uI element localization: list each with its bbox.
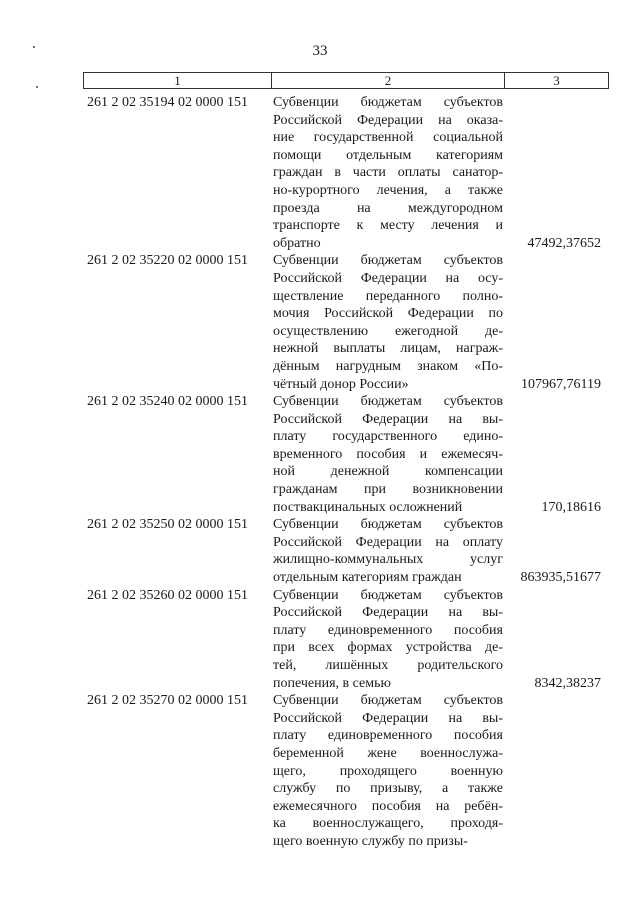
table-row — [87, 587, 609, 693]
amount-value: 47492,37652 — [527, 235, 601, 251]
description-line: ние государственной социальной — [273, 130, 503, 146]
description-line: дённым нагрудным знаком «По- — [273, 358, 503, 374]
scan-speck — [33, 46, 35, 48]
income-description — [273, 692, 503, 850]
description-line: Российской Федерации на вы- — [273, 710, 503, 726]
description-line: граждан в части оплаты санатор- — [273, 165, 503, 181]
column-header-2: 2 — [272, 73, 505, 88]
description-line: ежемесячного пособия на ребён- — [273, 798, 503, 814]
description-line: плату единовременного пособия — [273, 728, 503, 744]
amount-cell — [503, 587, 609, 693]
description-line: жилищно-коммунальных услуг — [273, 552, 503, 568]
table-header-row — [83, 72, 609, 89]
description-line: обратно — [273, 235, 321, 251]
table-body — [87, 94, 609, 851]
description-line: отдельным категориям граждан — [273, 570, 462, 586]
amount-cell — [503, 692, 609, 850]
description-line: осуществлению ежегодной де- — [273, 323, 503, 339]
description-line: Субвенции бюджетам субъектов — [273, 693, 503, 709]
income-description — [273, 252, 503, 393]
description-line: тей, лишённых родительского — [273, 658, 503, 673]
description-line: Российской Федерации на оплату — [273, 534, 503, 550]
description-line: Российской Федерации на вы- — [273, 605, 503, 621]
income-description — [273, 587, 503, 693]
budget-code: 261 2 02 35194 02 0000 151 — [87, 95, 248, 110]
amount-cell — [503, 393, 609, 516]
description-line: проезда на междугородном — [273, 200, 503, 216]
table-row — [87, 516, 609, 586]
amount-cell — [503, 94, 609, 252]
table-row — [87, 692, 609, 850]
description-line: Субвенции бюджетам субъектов — [273, 517, 503, 533]
amount-value: 8342,38237 — [534, 675, 601, 691]
description-line: щего военную службу по призы- — [273, 833, 468, 849]
budget-code: 261 2 02 35260 02 0000 151 — [87, 587, 248, 603]
amount-cell — [503, 252, 609, 393]
description-line: Субвенции бюджетам субъектов — [273, 253, 503, 269]
description-line: временного пособия и ежемесяч- — [273, 446, 503, 462]
column-header-1: 1 — [84, 73, 272, 88]
description-line: Российской Федерации на осу- — [273, 270, 503, 286]
description-line: Российской Федерации на оказа- — [273, 112, 503, 128]
description-line: но-курортного лечения, а также — [273, 182, 503, 198]
description-line: Субвенции бюджетам субъектов — [273, 587, 503, 603]
description-line: нежной выплаты лицам, награж- — [273, 341, 503, 357]
table-row — [87, 252, 609, 393]
column-header-3: 3 — [553, 73, 560, 88]
page-number: 33 — [312, 43, 328, 59]
description-line: транспорте к месту лечения и — [273, 218, 503, 234]
description-line: мочия Российской Федерации по — [273, 306, 503, 322]
amount-value: 107967,76119 — [521, 376, 601, 392]
amount-value: 863935,51677 — [520, 570, 601, 586]
description-line: попечения, в семью — [273, 675, 391, 691]
budget-code: 261 2 02 35270 02 0000 151 — [87, 693, 248, 709]
description-line: плату единовременного пособия — [273, 622, 503, 638]
description-line: Субвенции бюджетам субъектов — [273, 95, 503, 110]
income-description — [273, 94, 503, 252]
description-line: Субвенции бюджетам субъектов — [273, 394, 503, 410]
budget-code: 261 2 02 35220 02 0000 151 — [87, 253, 248, 269]
description-line: ществление переданного полно- — [273, 288, 503, 304]
table-row — [87, 393, 609, 516]
description-line: чётный донор России» — [273, 376, 409, 392]
description-line: службу по призыву, а также — [273, 781, 503, 797]
amount-cell — [503, 516, 609, 586]
description-line: ной денежной компенсации — [273, 464, 503, 480]
income-description — [273, 516, 503, 586]
income-description — [273, 393, 503, 516]
description-line: Российской Федерации на вы- — [273, 411, 503, 427]
description-line: щего, проходящего военную — [273, 763, 503, 779]
description-line: при всех формах устройства де- — [273, 640, 503, 656]
description-line: гражданам при возникновении — [273, 482, 503, 498]
table-row — [87, 94, 609, 252]
description-line: плату государственного едино- — [273, 429, 503, 445]
description-line: беременной жене военнослужа- — [273, 745, 503, 761]
budget-code: 261 2 02 35240 02 0000 151 — [87, 394, 248, 410]
description-line: ка военнослужащего, проходя- — [273, 816, 503, 832]
budget-code: 261 2 02 35250 02 0000 151 — [87, 517, 248, 533]
scan-speck — [36, 86, 38, 88]
description-line: поствакцинальных осложнений — [273, 499, 463, 515]
description-line: помощи отдельным категориям — [273, 147, 503, 163]
amount-value: 170,18616 — [541, 499, 601, 515]
